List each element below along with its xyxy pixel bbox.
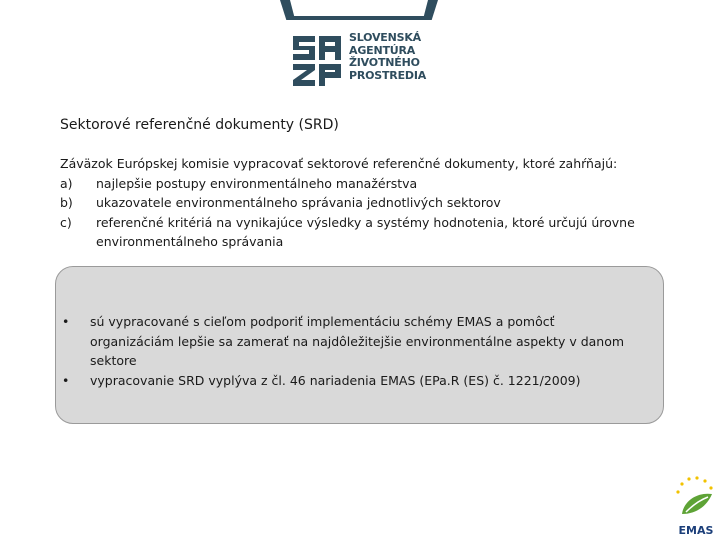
logo-line-2: AGENTÚRA bbox=[349, 43, 416, 57]
logo-wordmark bbox=[349, 32, 426, 82]
bullet-item bbox=[62, 312, 662, 371]
bullet-line: sektore bbox=[90, 353, 137, 368]
list-item-text: ukazovatele environmentálneho správania jednotlivých sektorov bbox=[96, 195, 501, 210]
logo-line-4: PROSTREDIA bbox=[349, 68, 427, 82]
list-marker: c) bbox=[60, 214, 72, 230]
list-marker: a) bbox=[60, 175, 73, 191]
bullet-line: organizáciám lepšie sa zamerať na najdôležitejšie environmentálne aspekty v danom bbox=[90, 333, 625, 349]
top-tab-inner bbox=[290, 0, 428, 16]
list-item-text: referenčné kritériá na vynikajúce výsledky a systémy hodnotenia, ktoré určujú úrovne bbox=[96, 214, 635, 230]
page-title: Sektorové referenčné dokumenty (SRD) bbox=[60, 117, 339, 133]
bullet-icon: • bbox=[62, 372, 70, 388]
list-item bbox=[60, 193, 670, 213]
intro-text: Záväzok Európskej komisie vypracovať sektorové referenčné dokumenty, ktoré zahŕňajú: bbox=[60, 156, 618, 171]
intro-block bbox=[60, 154, 670, 252]
list-item bbox=[60, 213, 670, 233]
emas-label: EMAS bbox=[678, 524, 714, 537]
bullet-text bbox=[90, 312, 624, 371]
bullet-list bbox=[62, 312, 662, 390]
list-item-continuation: environmentálneho správania bbox=[96, 234, 284, 249]
bullet-item bbox=[62, 371, 662, 391]
logo-line-3: ŽIVOTNÉHO bbox=[349, 56, 420, 69]
list-item-text: najlepšie postupy environmentálneho manažérstva bbox=[96, 175, 418, 191]
bullet-text bbox=[90, 371, 581, 391]
bullet-line: sú vypracované s cieľom podporiť implementáciu schémy EMAS a pomôcť bbox=[90, 314, 555, 329]
bullet-line: vypracovanie SRD vyplýva z čl. 46 nariadenia EMAS (EPa.R (ES) č. 1221/2009) bbox=[90, 372, 581, 388]
bullet-icon: • bbox=[62, 314, 70, 329]
list-marker: b) bbox=[60, 195, 73, 210]
logo-line-1: SLOVENSKÁ bbox=[349, 31, 421, 44]
list-item bbox=[60, 174, 670, 194]
